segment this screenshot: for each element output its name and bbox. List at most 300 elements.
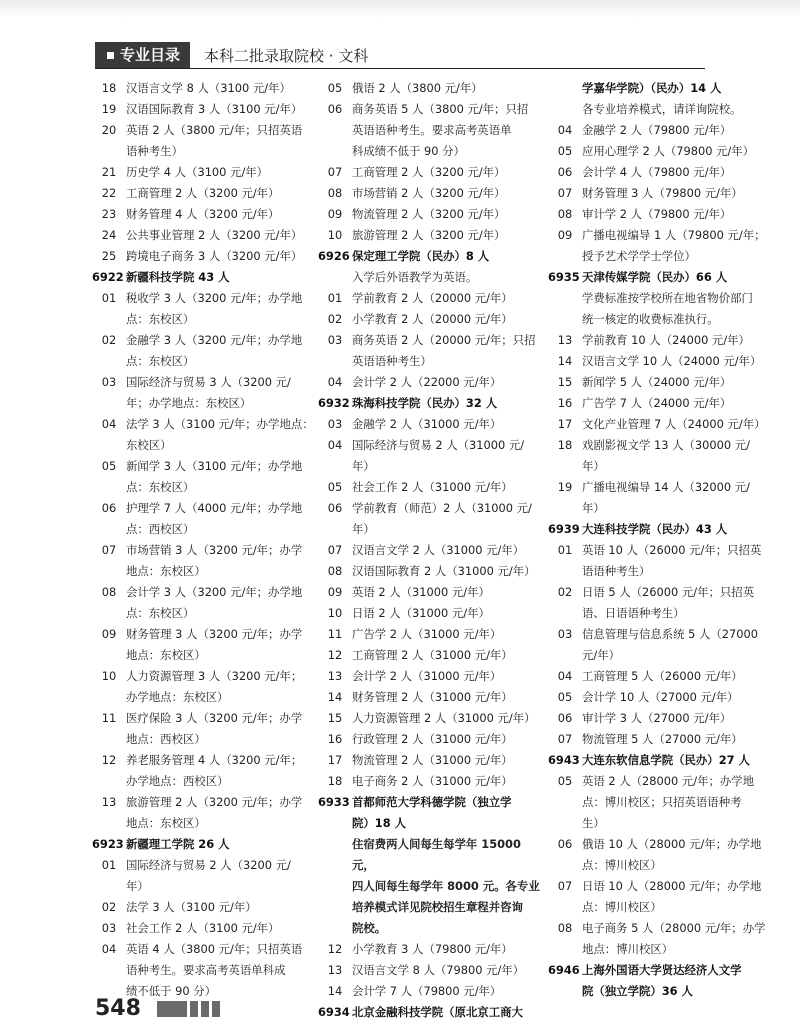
major-text: 人力资源管理 2 人（31000 元/年） <box>352 711 536 725</box>
major-text: 点：东校区） <box>126 480 195 494</box>
institution-code: 6933 <box>318 795 350 809</box>
institution-code: 6922 <box>92 270 124 284</box>
major-text: 年） <box>352 459 375 473</box>
major-code: 10 <box>327 606 343 620</box>
major-row <box>318 435 543 456</box>
major-code <box>548 897 582 918</box>
major-code: 02 <box>327 312 343 326</box>
note-indent <box>318 918 352 939</box>
major-row <box>318 981 543 1002</box>
major-code <box>92 141 126 162</box>
major-code: 11 <box>327 627 343 641</box>
major-text: 点：博川校区；只招英语语种考 <box>582 795 742 809</box>
major-row <box>318 624 543 645</box>
major-code: 04 <box>101 942 117 956</box>
major-text: 金融学 2 人（31000 元/年） <box>352 417 502 431</box>
footer-bar <box>201 1001 209 1017</box>
footer-bar <box>190 1001 198 1017</box>
institution-code: 6926 <box>318 249 350 263</box>
institution-heading <box>548 267 773 288</box>
major-code <box>318 120 352 141</box>
major-row <box>318 582 543 603</box>
major-text: 税收学 3 人（3200 元/年；办学地 <box>126 291 303 305</box>
major-code: 18 <box>327 774 343 788</box>
major-row <box>548 540 773 561</box>
note-indent <box>318 897 352 918</box>
major-row <box>92 498 317 519</box>
major-code <box>92 645 126 666</box>
major-text: 法学 3 人（3100 元/年；办学地点： <box>126 417 314 431</box>
institution-name: 北京金融科技学院（原北京工商大 <box>352 1005 523 1019</box>
major-code <box>92 477 126 498</box>
institution-heading <box>548 960 773 981</box>
major-row <box>92 876 317 897</box>
major-text: 广播电视编导 14 人（32000 元/ <box>582 480 750 494</box>
major-row <box>318 960 543 981</box>
major-code: 01 <box>557 543 573 557</box>
major-row <box>548 834 773 855</box>
major-text: 电子商务 5 人（28000 元/年；办学 <box>582 921 766 935</box>
major-code <box>548 855 582 876</box>
major-code: 10 <box>327 228 343 242</box>
major-text: 历史学 4 人（3100 元/年） <box>126 165 269 179</box>
major-row <box>318 519 543 540</box>
major-text: 工商管理 2 人（3200 元/年） <box>126 186 280 200</box>
major-row <box>318 78 543 99</box>
major-code: 05 <box>101 459 117 473</box>
major-text: 地点：东校区） <box>126 816 206 830</box>
major-code: 03 <box>327 333 343 347</box>
institution-heading <box>548 519 773 540</box>
institution-code: 6946 <box>548 963 580 977</box>
major-row <box>92 939 317 960</box>
major-text: 商务英语 5 人（3800 元/年；只招 <box>352 102 529 116</box>
major-row <box>92 162 317 183</box>
major-row <box>548 498 773 519</box>
major-code <box>92 687 126 708</box>
major-text: 科成绩不低于 90 分） <box>352 144 465 158</box>
major-code <box>92 519 126 540</box>
major-row <box>92 687 317 708</box>
major-code: 08 <box>101 585 117 599</box>
major-code: 09 <box>101 627 117 641</box>
major-code: 02 <box>557 585 573 599</box>
major-row <box>548 792 773 813</box>
institution-heading <box>318 246 543 267</box>
major-row <box>92 309 317 330</box>
major-row <box>92 729 317 750</box>
major-code: 05 <box>557 774 573 788</box>
major-code <box>548 498 582 519</box>
major-row <box>548 120 773 141</box>
major-code <box>548 939 582 960</box>
major-row <box>548 351 773 372</box>
major-text: 文化产业管理 7 人（24000 元/年） <box>582 417 766 431</box>
major-row <box>548 393 773 414</box>
institution-code: 6943 <box>548 753 580 767</box>
major-row <box>92 246 317 267</box>
institution-name: 保定理工学院（民办）8 人 <box>352 249 490 263</box>
major-code: 04 <box>327 375 343 389</box>
institution-heading <box>548 981 773 1002</box>
note-text: 四人间每生每学年 8000 元。各专业 <box>352 879 540 893</box>
major-code <box>92 351 126 372</box>
major-code: 07 <box>557 879 573 893</box>
institution-code: 6932 <box>318 396 350 410</box>
institution-heading <box>318 813 543 834</box>
major-row <box>92 708 317 729</box>
major-row <box>92 855 317 876</box>
section-tag <box>95 42 190 68</box>
major-code: 03 <box>327 417 343 431</box>
major-code: 20 <box>101 123 117 137</box>
major-row <box>92 624 317 645</box>
institution-name: 天津传媒学院（民办）66 人 <box>582 270 728 284</box>
institution-heading <box>548 78 773 99</box>
major-row <box>318 414 543 435</box>
square-icon <box>107 52 114 59</box>
major-text: 电子商务 2 人（31000 元/年） <box>352 774 513 788</box>
column-1 <box>92 78 317 1002</box>
major-text: 商务英语 2 人（20000 元/年；只招 <box>352 333 536 347</box>
major-row <box>548 771 773 792</box>
major-text: 会计学 3 人（3200 元/年；办学地 <box>126 585 303 599</box>
major-row <box>548 582 773 603</box>
major-row <box>318 372 543 393</box>
institution-heading <box>92 834 317 855</box>
institution-name: 新疆理工学院 26 人 <box>126 837 230 851</box>
major-row <box>92 288 317 309</box>
major-text: 地点：博川校区） <box>582 942 674 956</box>
major-code: 05 <box>557 690 573 704</box>
major-row <box>318 204 543 225</box>
major-row <box>318 708 543 729</box>
major-text: 学前教育 2 人（20000 元/年） <box>352 291 513 305</box>
major-text: 工商管理 2 人（31000 元/年） <box>352 648 513 662</box>
major-code: 03 <box>557 627 573 641</box>
major-code: 08 <box>557 921 573 935</box>
major-code <box>92 309 126 330</box>
note-text: 学费标准按学校所在地省物价部门 <box>582 291 753 305</box>
major-text: 审计学 3 人（27000 元/年） <box>582 711 732 725</box>
major-text: 养老服务管理 4 人（3200 元/年； <box>126 753 303 767</box>
major-row <box>92 603 317 624</box>
note-text: 培养模式详见院校招生章程并咨询 <box>352 900 523 914</box>
major-row <box>318 561 543 582</box>
column-3 <box>548 78 773 1002</box>
major-row <box>318 183 543 204</box>
major-text: 会计学 10 人（27000 元/年） <box>582 690 739 704</box>
major-row <box>318 771 543 792</box>
major-row <box>318 498 543 519</box>
major-row <box>548 477 773 498</box>
institution-code: 6923 <box>92 837 124 851</box>
major-code: 07 <box>101 543 117 557</box>
major-row <box>548 225 773 246</box>
note-text: 住宿费两人间每生每学年 15000 元， <box>352 837 521 872</box>
institution-name: 首都师范大学科德学院（独立学 <box>352 795 512 809</box>
major-row <box>318 456 543 477</box>
major-row <box>92 645 317 666</box>
major-code <box>92 813 126 834</box>
major-text: 英语 4 人（3800 元/年；只招英语 <box>126 942 303 956</box>
major-text: 行政管理 2 人（31000 元/年） <box>352 732 513 746</box>
major-code: 07 <box>327 165 343 179</box>
major-code: 01 <box>101 291 117 305</box>
major-text: 学前教育（师范）2 人（31000 元/ <box>352 501 532 515</box>
major-row <box>92 666 317 687</box>
major-code: 06 <box>557 165 573 179</box>
major-text: 东校区） <box>126 438 172 452</box>
major-code: 23 <box>101 207 117 221</box>
major-text: 年） <box>582 501 605 515</box>
institution-heading <box>318 393 543 414</box>
note-indent <box>318 876 352 897</box>
major-row <box>318 225 543 246</box>
major-text: 市场营销 2 人（3200 元/年） <box>352 186 506 200</box>
major-code <box>548 603 582 624</box>
note-indent <box>548 99 582 120</box>
major-text: 俄语 2 人（3800 元/年） <box>352 81 483 95</box>
major-code: 17 <box>327 753 343 767</box>
major-row <box>548 456 773 477</box>
major-row <box>548 708 773 729</box>
major-text: 点：西校区） <box>126 522 195 536</box>
section-header <box>95 42 705 69</box>
major-text: 办学地点：东校区） <box>126 690 229 704</box>
major-text: 应用心理学 2 人（79800 元/年） <box>582 144 755 158</box>
major-code: 08 <box>327 564 343 578</box>
institution-code: 6939 <box>548 522 580 536</box>
major-text: 年） <box>352 522 375 536</box>
major-text: 点：东校区） <box>126 312 195 326</box>
major-row <box>548 939 773 960</box>
major-code: 12 <box>101 753 117 767</box>
major-row <box>318 120 543 141</box>
major-code: 02 <box>101 333 117 347</box>
major-code: 15 <box>557 375 573 389</box>
major-text: 会计学 2 人（22000 元/年） <box>352 375 502 389</box>
major-text: 年） <box>582 459 605 473</box>
major-code <box>92 561 126 582</box>
major-row <box>318 162 543 183</box>
page-footer <box>95 996 220 1021</box>
major-text: 旅游管理 2 人（3200 元/年） <box>352 228 506 242</box>
major-row <box>92 918 317 939</box>
major-row <box>92 813 317 834</box>
major-text: 国际经济与贸易 2 人（3200 元/ <box>126 858 291 872</box>
major-code <box>92 771 126 792</box>
major-row <box>318 477 543 498</box>
major-code <box>548 645 582 666</box>
major-text: 人力资源管理 3 人（3200 元/年； <box>126 669 303 683</box>
major-text: 日语 2 人（31000 元/年） <box>352 606 490 620</box>
major-row <box>548 204 773 225</box>
major-text: 审计学 2 人（79800 元/年） <box>582 207 732 221</box>
major-row <box>92 225 317 246</box>
major-code: 18 <box>557 438 573 452</box>
major-code: 07 <box>557 186 573 200</box>
major-code <box>92 876 126 897</box>
major-text: 戏剧影视文学 13 人（30000 元/ <box>582 438 750 452</box>
major-code: 21 <box>101 165 117 179</box>
note-text: 统一核定的收费标准执行。 <box>582 312 719 326</box>
major-text: 工商管理 5 人（26000 元/年） <box>582 669 743 683</box>
major-code: 06 <box>327 501 343 515</box>
major-code: 13 <box>327 963 343 977</box>
major-code: 16 <box>327 732 343 746</box>
major-row <box>92 456 317 477</box>
major-code: 03 <box>101 921 117 935</box>
major-row <box>318 687 543 708</box>
footer-bar <box>157 1001 187 1017</box>
major-code: 05 <box>327 480 343 494</box>
major-code: 09 <box>327 207 343 221</box>
note-indent <box>548 288 582 309</box>
major-text: 信息管理与信息系统 5 人（27000 <box>582 627 759 641</box>
major-row <box>92 540 317 561</box>
major-text: 语语种考生） <box>582 564 651 578</box>
major-row <box>92 414 317 435</box>
major-text: 英语语种考生。要求高考英语单 <box>352 123 512 137</box>
major-code: 15 <box>327 711 343 725</box>
major-code: 02 <box>101 900 117 914</box>
institution-heading <box>92 267 317 288</box>
major-text: 财务管理 2 人（31000 元/年） <box>352 690 513 704</box>
major-code: 05 <box>327 81 343 95</box>
major-row <box>92 78 317 99</box>
major-code: 09 <box>557 228 573 242</box>
major-text: 点：东校区） <box>126 606 195 620</box>
major-row <box>92 897 317 918</box>
major-code: 04 <box>327 438 343 452</box>
section-subtitle: 本科二批录取院校 · 文科 <box>204 46 369 65</box>
major-text: 语种考生。要求高考英语单科成 <box>126 963 286 977</box>
major-text: 新闻学 5 人（24000 元/年） <box>582 375 732 389</box>
major-row <box>548 246 773 267</box>
major-text: 英语 2 人（3800 元/年；只招英语 <box>126 123 303 137</box>
page-number: 548 <box>95 996 141 1021</box>
major-row <box>548 687 773 708</box>
major-code: 08 <box>327 186 343 200</box>
major-row <box>548 603 773 624</box>
major-text: 英语语种考生） <box>352 354 432 368</box>
major-text: 点：东校区） <box>126 354 195 368</box>
institution-note <box>548 288 773 309</box>
major-text: 物流管理 2 人（31000 元/年） <box>352 753 513 767</box>
major-text: 国际经济与贸易 3 人（3200 元/ <box>126 375 291 389</box>
major-row <box>92 204 317 225</box>
major-code <box>318 456 352 477</box>
major-code <box>92 393 126 414</box>
major-code: 05 <box>557 144 573 158</box>
major-text: 广告学 2 人（31000 元/年） <box>352 627 502 641</box>
major-text: 旅游管理 2 人（3200 元/年；办学 <box>126 795 303 809</box>
major-code <box>92 435 126 456</box>
column-2 <box>318 78 543 1023</box>
institution-note <box>318 876 543 897</box>
institution-note <box>548 309 773 330</box>
major-code: 08 <box>557 207 573 221</box>
major-code: 14 <box>327 984 343 998</box>
institution-note <box>318 834 543 876</box>
major-text: 俄语 10 人（28000 元/年；办学地 <box>582 837 762 851</box>
major-code: 06 <box>327 102 343 116</box>
institution-code: 6934 <box>318 1005 350 1019</box>
major-code: 07 <box>557 732 573 746</box>
institution-note <box>548 99 773 120</box>
major-row <box>92 351 317 372</box>
major-row <box>548 414 773 435</box>
major-text: 市场营销 3 人（3200 元/年；办学 <box>126 543 303 557</box>
major-row <box>548 435 773 456</box>
major-row <box>92 120 317 141</box>
major-code: 13 <box>327 669 343 683</box>
major-row <box>92 582 317 603</box>
major-code: 14 <box>557 354 573 368</box>
major-code: 17 <box>557 417 573 431</box>
major-row <box>92 99 317 120</box>
major-code: 24 <box>101 228 117 242</box>
major-code <box>318 351 352 372</box>
institution-heading <box>318 792 543 813</box>
major-text: 点：博川校区） <box>582 900 662 914</box>
major-code: 07 <box>327 543 343 557</box>
major-code: 10 <box>101 669 117 683</box>
major-text: 元/年） <box>582 648 621 662</box>
major-text: 语种考生） <box>126 144 183 158</box>
major-text: 物流管理 2 人（3200 元/年） <box>352 207 506 221</box>
major-text: 日语 10 人（28000 元/年；办学地 <box>582 879 762 893</box>
major-text: 生） <box>582 816 605 830</box>
major-row <box>318 99 543 120</box>
major-text: 汉语国际教育 2 人（31000 元/年） <box>352 564 536 578</box>
institution-name: 珠海科技学院（民办）32 人 <box>352 396 498 410</box>
major-code: 19 <box>101 102 117 116</box>
major-text: 公共事业管理 2 人（3200 元/年） <box>126 228 303 242</box>
institution-heading <box>548 750 773 771</box>
major-code: 04 <box>557 123 573 137</box>
major-row <box>318 603 543 624</box>
major-text: 跨境电子商务 3 人（3200 元/年） <box>126 249 303 263</box>
major-row <box>92 771 317 792</box>
major-text: 办学地点：西校区） <box>126 774 229 788</box>
major-text: 财务管理 4 人（3200 元/年） <box>126 207 280 221</box>
major-code <box>548 246 582 267</box>
institution-code: 6935 <box>548 270 580 284</box>
note-text: 各专业培养模式，请详询院校。 <box>582 102 742 116</box>
major-text: 英语 2 人（28000 元/年；办学地 <box>582 774 755 788</box>
major-code: 03 <box>101 375 117 389</box>
major-text: 社会工作 2 人（31000 元/年） <box>352 480 513 494</box>
major-row <box>92 561 317 582</box>
major-row <box>548 897 773 918</box>
top-edge-shade <box>0 0 800 18</box>
major-text: 财务管理 3 人（79800 元/年） <box>582 186 743 200</box>
major-text: 物流管理 5 人（27000 元/年） <box>582 732 743 746</box>
major-code: 04 <box>557 669 573 683</box>
major-row <box>318 141 543 162</box>
major-code: 16 <box>557 396 573 410</box>
major-text: 汉语言文学 8 人（79800 元/年） <box>352 963 525 977</box>
major-text: 社会工作 2 人（3100 元/年） <box>126 921 280 935</box>
major-code: 06 <box>557 711 573 725</box>
section-tag-label: 专业目录 <box>120 46 181 64</box>
major-row <box>548 162 773 183</box>
major-code: 12 <box>327 648 343 662</box>
major-code: 13 <box>557 333 573 347</box>
major-code: 13 <box>101 795 117 809</box>
